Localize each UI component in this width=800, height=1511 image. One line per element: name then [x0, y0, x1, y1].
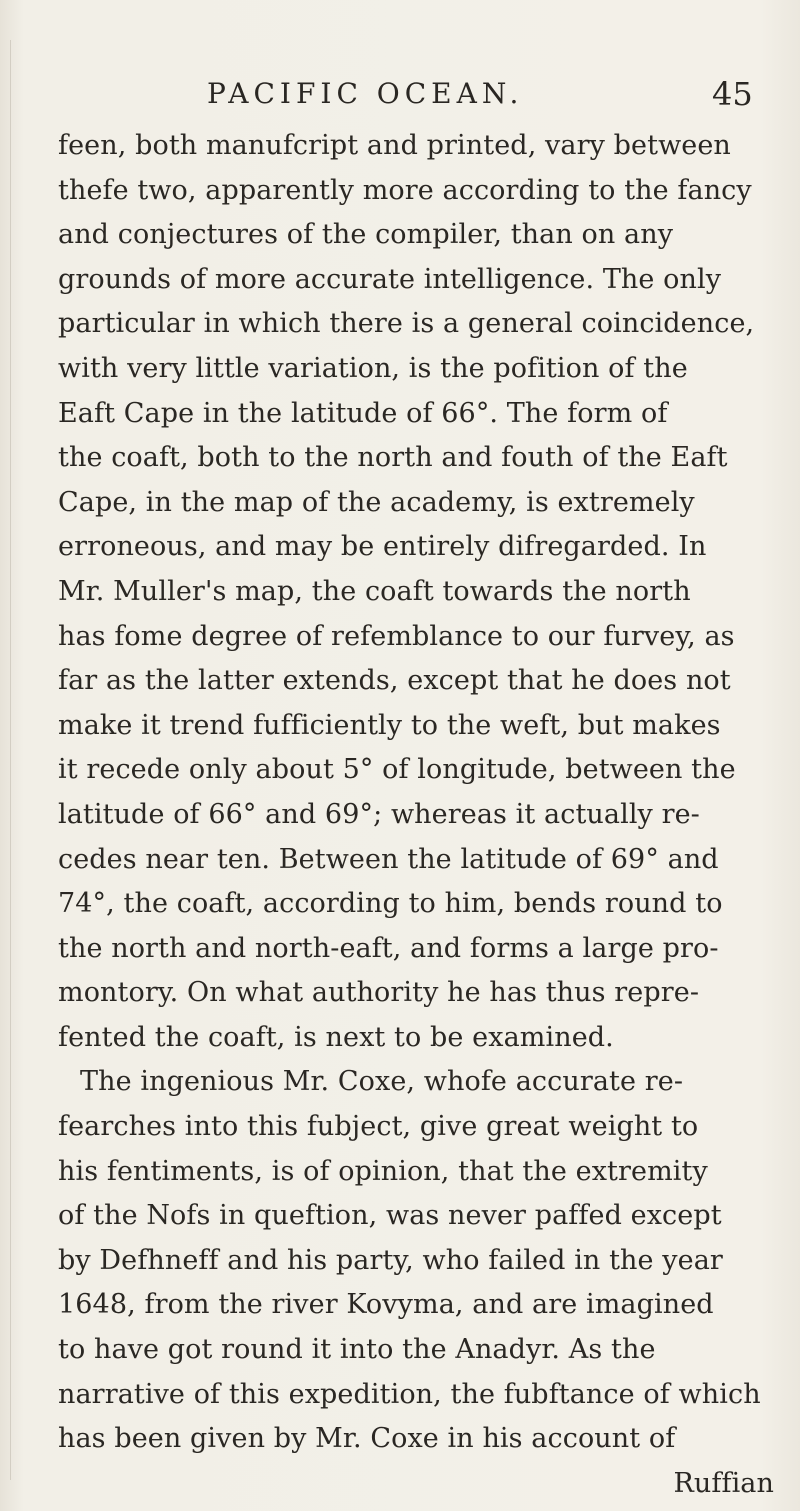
text-line: has fome degree of refemblance to our furvey, as — [58, 620, 735, 652]
text-line: far as the latter extends, except that he does not — [58, 665, 731, 697]
text-line: with very little variation, is the pofition of the — [58, 352, 688, 384]
text-line: grounds of more accurate intelligence. The only — [58, 263, 722, 295]
text-line: his fentiments, is of opinion, that the extremity — [58, 1155, 708, 1187]
text-line: Eaft Cape in the latitude of 66°. The form of — [58, 397, 668, 429]
text-line: erroneous, and may be entirely difregarded. In — [58, 531, 707, 563]
text-line: the north and north-eaft, and forms a large pro- — [58, 932, 719, 964]
catchword: Ruffian — [673, 1467, 774, 1499]
running-head: PACIFIC OCEAN. — [207, 77, 524, 110]
text-line: make it trend fufficiently to the weft, but makes — [58, 709, 721, 741]
text-line: latitude of 66° and 69°; whereas it actually re- — [58, 798, 700, 830]
text-line: feen, both manufcript and printed, vary between — [58, 130, 731, 161]
text-line: thefe two, apparently more according to the fancy — [58, 174, 752, 206]
text-line: and conjectures of the compiler, than on any — [58, 219, 674, 251]
text-line: 74°, the coaft, according to him, bends round to — [58, 888, 723, 920]
body-text — [58, 124, 778, 1506]
text-line: fented the coaft, is next to be examined. — [58, 1021, 614, 1053]
page-gutter-shadow — [10, 40, 11, 1480]
text-line: to have got round it into the Anadyr. As the — [58, 1334, 656, 1366]
text-line: Cape, in the map of the academy, is extremely — [58, 486, 695, 518]
text-line: narrative of this expedition, the fubftance of which — [58, 1378, 761, 1410]
page-number: 45 — [712, 75, 753, 113]
text-line: 1648, from the river Kovyma, and are imagined — [58, 1289, 714, 1321]
page-header — [0, 76, 800, 116]
text-line: Mr. Muller's map, the coaft towards the north — [58, 575, 691, 607]
text-line: the coaft, both to the north and fouth of the Eaft — [58, 442, 728, 474]
text-line: montory. On what authority he has thus repre- — [58, 977, 700, 1009]
text-line: has been given by Mr. Coxe in his account of — [58, 1423, 676, 1455]
text-line: fearches into this fubject, give great weight to — [58, 1111, 699, 1143]
text-line: cedes near ten. Between the latitude of 69° and — [58, 843, 719, 875]
text-line: by Defhneff and his party, who failed in the year — [58, 1244, 723, 1276]
text-line: of the Nofs in queftion, was never paffed except — [58, 1200, 722, 1232]
paragraph-start-line: The ingenious Mr. Coxe, whofe accurate re- — [80, 1066, 684, 1098]
text-line: particular in which there is a general coincidence, — [58, 308, 755, 340]
text-line: it recede only about 5° of longitude, between the — [58, 754, 736, 786]
